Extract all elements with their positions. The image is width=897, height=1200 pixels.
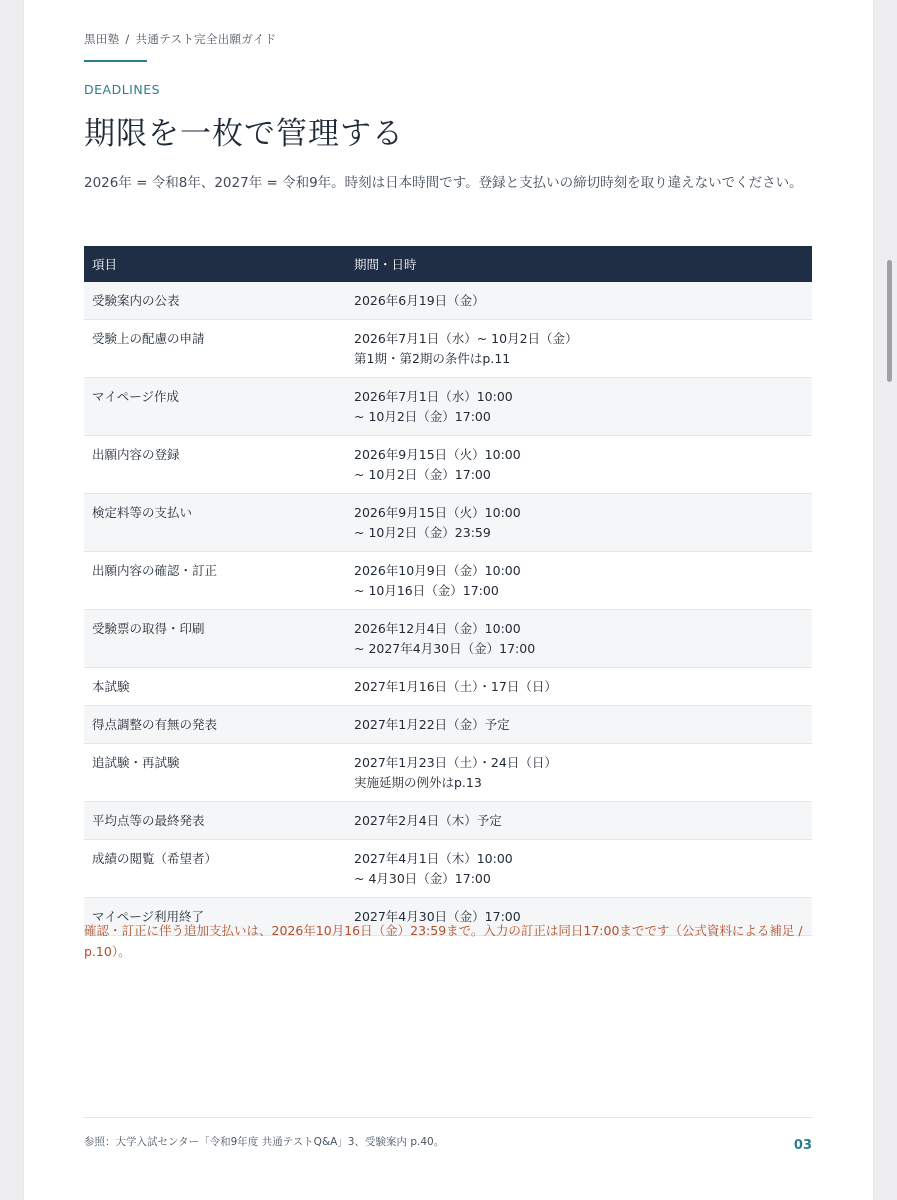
- table-row: [84, 320, 812, 378]
- row-period: [346, 378, 812, 436]
- row-item-label: 成績の閲覧（希望者）: [84, 840, 346, 898]
- row-item-label: 受験上の配慮の申請: [84, 320, 346, 378]
- breadcrumb-separator: /: [125, 32, 130, 46]
- column-header-period: 期間・日時: [346, 246, 812, 282]
- row-period-line1: 2027年4月1日（木）10:00: [354, 851, 513, 866]
- row-period: [346, 282, 812, 320]
- row-period: [346, 436, 812, 494]
- row-period-line1: 2027年1月23日（土）・24日（日）: [354, 755, 557, 770]
- row-item-label: マイページ作成: [84, 378, 346, 436]
- row-period-line2: ~ 10月2日（金）23:59: [354, 525, 491, 540]
- row-period: [346, 610, 812, 668]
- accent-divider: [84, 60, 147, 62]
- row-period-line2: ~ 10月16日（金）17:00: [354, 583, 499, 598]
- row-period-line2: 第1期・第2期の条件はp.11: [354, 351, 511, 366]
- row-period: [346, 706, 812, 744]
- row-item-label: 得点調整の有無の発表: [84, 706, 346, 744]
- row-item-label: 本試験: [84, 668, 346, 706]
- row-period: [346, 744, 812, 802]
- table-row: [84, 552, 812, 610]
- row-period-line2: ~ 10月2日（金）17:00: [354, 409, 491, 424]
- row-period: [346, 802, 812, 840]
- row-period-line2: ~ 4月30日（金）17:00: [354, 871, 491, 886]
- table-row: [84, 802, 812, 840]
- breadcrumb: [84, 31, 276, 47]
- table-row: [84, 436, 812, 494]
- row-period-line1: 2026年7月1日（水）10:00: [354, 389, 513, 404]
- row-item-label: マイページ利用終了: [84, 898, 346, 936]
- table-row: [84, 744, 812, 802]
- row-period-line1: 2027年1月16日（土）・17日（日）: [354, 679, 557, 694]
- row-period-line2: 実施延期の例外はp.13: [354, 775, 482, 790]
- table-row: [84, 494, 812, 552]
- row-item-label: 出願内容の確認・訂正: [84, 552, 346, 610]
- table-row: [84, 378, 812, 436]
- column-header-item: 項目: [84, 246, 346, 282]
- row-period-line1: 2026年9月15日（火）10:00: [354, 447, 521, 462]
- scrollbar[interactable]: [885, 0, 897, 1200]
- page-title: 期限を一枚で管理する: [84, 116, 404, 152]
- row-period-line2: ~ 2027年4月30日（金）17:00: [354, 641, 536, 656]
- section-eyebrow: DEADLINES: [84, 82, 161, 97]
- row-period-line1: 2027年1月22日（金）予定: [354, 717, 510, 732]
- breadcrumb-doc-title: 共通テスト完全出願ガイド: [135, 32, 277, 46]
- table-row: [84, 610, 812, 668]
- deadlines-table: [84, 246, 812, 936]
- footer-divider: [84, 1117, 812, 1118]
- row-period-line1: 2026年7月1日（水）~ 10月2日（金）: [354, 331, 578, 346]
- table-row: [84, 668, 812, 706]
- row-item-label: 受験案内の公表: [84, 282, 346, 320]
- row-item-label: 追試験・再試験: [84, 744, 346, 802]
- row-period-line1: 2027年4月30日（金）17:00: [354, 909, 521, 924]
- scrollbar-thumb[interactable]: [887, 260, 892, 382]
- row-item-label: 平均点等の最終発表: [84, 802, 346, 840]
- row-period: [346, 668, 812, 706]
- row-period: [346, 840, 812, 898]
- page-number: 03: [793, 1138, 812, 1153]
- table-row: [84, 840, 812, 898]
- row-period-line1: 2026年10月9日（金）10:00: [354, 563, 521, 578]
- table-body: [84, 282, 812, 936]
- row-period-line1: 2026年12月4日（金）10:00: [354, 621, 521, 636]
- table-header-row: [84, 246, 812, 282]
- document-page: [24, 0, 873, 1200]
- row-period: [346, 320, 812, 378]
- footer-reference: 参照：大学入試センター「令和9年度 共通テストQ&A」3、受験案内 p.40。: [84, 1136, 445, 1148]
- breadcrumb-brand: 黒田塾: [84, 32, 120, 46]
- row-period-line1: 2026年9月15日（火）10:00: [354, 505, 521, 520]
- table-row: [84, 282, 812, 320]
- row-period: [346, 552, 812, 610]
- row-period-line1: 2026年6月19日（金）: [354, 293, 485, 308]
- table-row: [84, 706, 812, 744]
- row-period-line2: ~ 10月2日（金）17:00: [354, 467, 491, 482]
- row-item-label: 受験票の取得・印刷: [84, 610, 346, 668]
- row-period: [346, 494, 812, 552]
- lead-paragraph: 2026年 = 令和8年、2027年 = 令和9年。時刻は日本時間です。登録と支払いの締切時刻を取り違えないでください。: [84, 175, 803, 191]
- row-period-line1: 2027年2月4日（木）予定: [354, 813, 502, 828]
- supplementary-note: 確認・訂正に伴う追加支払いは、2026年10月16日（金）23:59まで。入力の訂正は同日17:00までです（公式資料による補足 / p.10）。: [84, 923, 803, 959]
- row-item-label: 検定料等の支払い: [84, 494, 346, 552]
- row-item-label: 出願内容の登録: [84, 436, 346, 494]
